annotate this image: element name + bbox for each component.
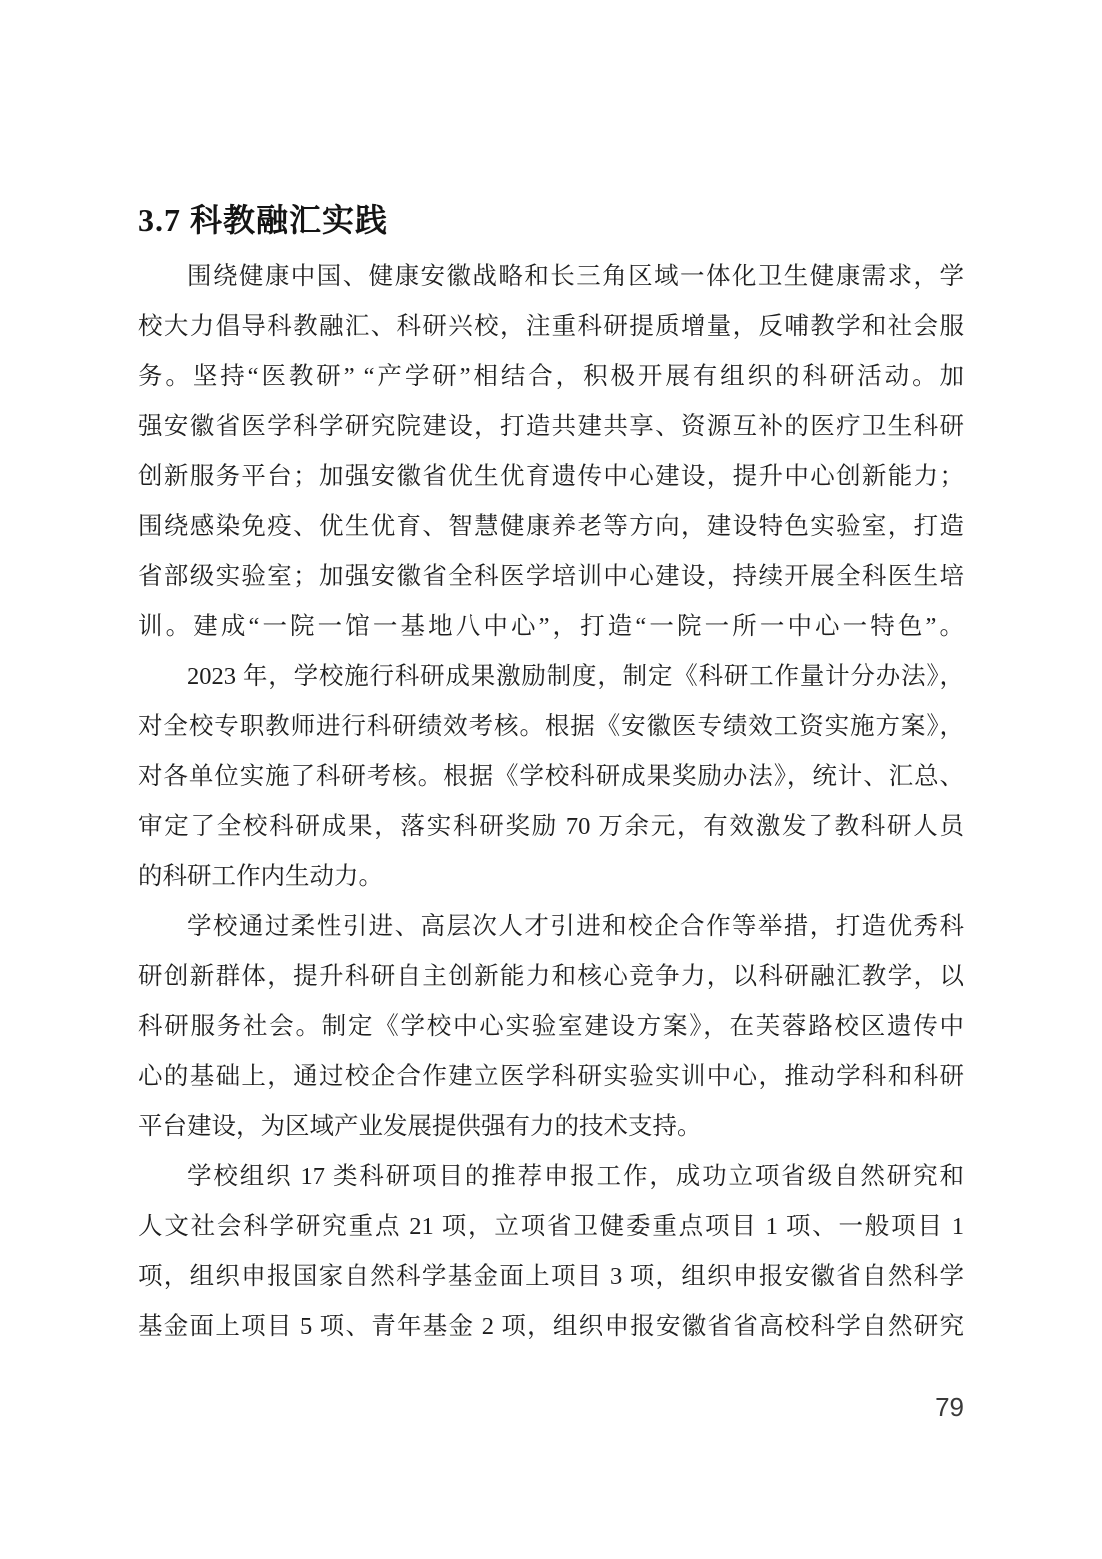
text-line: 心的基础上，通过校企合作建立医学科研实验实训中心，推动学科和科研 [138,1063,964,1090]
text-line: 2023 年，学校施行科研成果激励制度，制定《科研工作量计分办法》， [187,663,964,690]
text-line: 务。坚持“医教研” “产学研”相结合，积极开展有组织的科研活动。加 [138,363,964,390]
text-line: 基金面上项目 5 项、青年基金 2 项，组织申报安徽省省高校科学自然研究 [138,1313,964,1340]
paragraph [138,902,964,1152]
paragraph [138,652,964,902]
document-body [138,252,964,1352]
text-line: 科研服务社会。制定《学校中心实验室建设方案》，在芙蓉路校区遗传中 [138,1013,964,1040]
text-line: 学校组织 17 类科研项目的推荐申报工作，成功立项省级自然研究和 [187,1163,964,1190]
text-line: 对各单位实施了科研考核。根据《学校科研成果奖励办法》，统计、汇总、 [138,763,964,790]
text-line: 的科研工作内生动力。 [138,863,383,890]
page-content [138,200,964,1352]
paragraph [138,1152,964,1352]
page-number: 79 [935,1392,964,1422]
text-line: 校大力倡导科教融汇、科研兴校，注重科研提质增量，反哺教学和社会服 [138,313,964,340]
text-line: 学校通过柔性引进、高层次人才引进和校企合作等举措，打造优秀科 [187,913,964,940]
text-line: 平台建设，为区域产业发展提供强有力的技术支持。 [138,1113,702,1140]
text-line: 省部级实验室；加强安徽省全科医学培训中心建设，持续开展全科医生培 [138,563,964,590]
text-line: 人文社会科学研究重点 21 项，立项省卫健委重点项目 1 项、一般项目 1 [138,1213,964,1240]
text-line: 创新服务平台；加强安徽省优生优育遗传中心建设，提升中心创新能力； [138,463,964,490]
text-line: 围绕健康中国、健康安徽战略和长三角区域一体化卫生健康需求，学 [187,263,964,290]
text-line: 训。建成“一院一馆一基地八中心”，打造“一院一所一中心一特色”。 [138,613,964,640]
text-line: 审定了全校科研成果，落实科研奖励 70 万余元，有效激发了教科研人员 [138,813,964,840]
paragraph [138,252,964,652]
text-line: 强安徽省医学科学研究院建设，打造共建共享、资源互补的医疗卫生科研 [138,413,964,440]
text-line: 研创新群体，提升科研自主创新能力和核心竞争力，以科研融汇教学，以 [138,963,964,990]
text-line: 项，组织申报国家自然科学基金面上项目 3 项，组织申报安徽省自然科学 [138,1263,964,1290]
section-heading: 3.7 科教融汇实践 [138,202,389,238]
text-line: 对全校专职教师进行科研绩效考核。根据《安徽医专绩效工资实施方案》， [138,713,964,740]
text-line: 围绕感染免疫、优生优育、智慧健康养老等方向，建设特色实验室，打造 [138,513,964,540]
